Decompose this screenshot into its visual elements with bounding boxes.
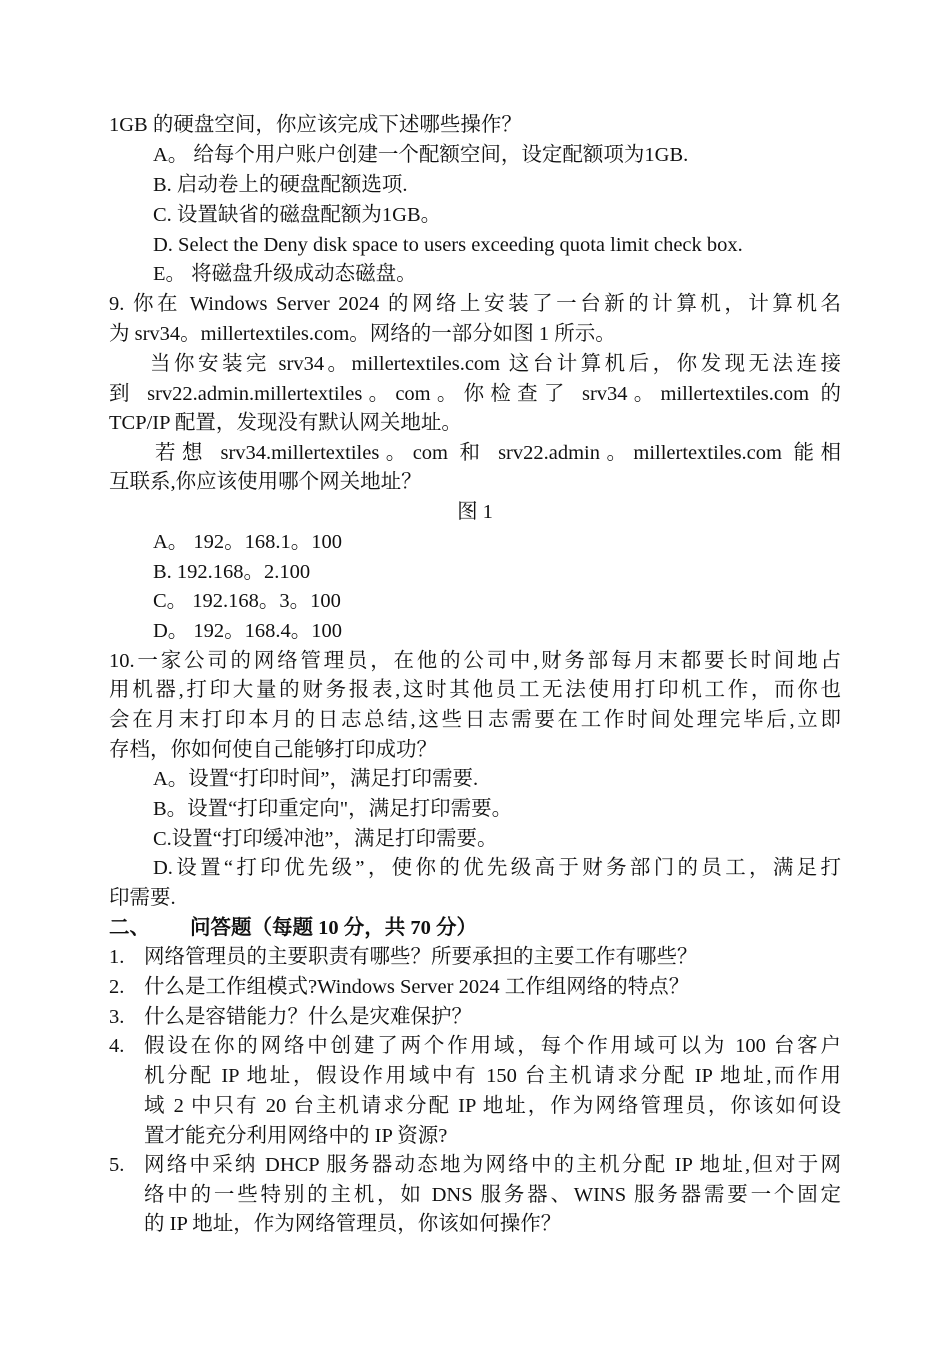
q10-stem-line-2: 用机器,打印大量的财务报表,这时其他员工无法使用打印机工作，而你也 <box>109 679 841 701</box>
figure-caption: 图 1 <box>457 501 493 523</box>
q8-option-d: D. Select the Deny disk space to users exceeding quota limit check box. <box>153 234 743 256</box>
q10-option-a: A。设置“打印时间”，满足打印需要. <box>153 768 479 790</box>
sq4-line-2: 机分配 IP 地址，假设作用域中有 150 台主机请求分配 IP 地址,而作用 <box>144 1065 841 1087</box>
q9-stem-line-1: 9. 你在 Windows Server 2024 的网络上安装了一台新的计算机，计算机名 <box>109 293 841 315</box>
sq3-number: 3. <box>109 1006 125 1028</box>
q9-option-b: B. 192.168。2.100 <box>153 561 311 583</box>
sq5-line-3: 的 IP 地址，作为网络管理员，你该如何操作？ <box>144 1213 562 1235</box>
q8-option-b: B. 启动卷上的硬盘配额选项. <box>153 174 408 196</box>
sq1-number: 1. <box>109 946 125 968</box>
sq5-number: 5. <box>109 1154 125 1176</box>
q9-option-d: D。 192。168.4。100 <box>153 620 343 642</box>
q9-stem-line-3: 当你安装完 srv34。millertextiles.com 这台计算机后，你发现无法连接 <box>150 353 841 375</box>
q10-stem-line-3: 会在月末打印本月的日志总结,这些日志需要在工作时间处理完毕后,立即 <box>109 709 841 731</box>
q9-stem-line-6: 若想 srv34.millertextiles。com 和 srv22.admin。millertextiles.com 能相 <box>155 442 841 464</box>
q10-stem-line-1: 10.一家公司的网络管理员，在他的公司中,财务部每月末都要长时间地占 <box>109 650 841 672</box>
q10-option-b: B。设置“打印重定向"，满足打印需要。 <box>153 798 513 820</box>
sq3-text: 什么是容错能力？什么是灾难保护？ <box>144 1006 472 1028</box>
q9-option-c: C。 192.168。3。100 <box>153 590 341 612</box>
q9-stem-line-7: 互联系,你应该使用哪个网关地址？ <box>109 471 422 493</box>
sq4-line-4: 置才能充分利用网络中的 IP 资源? <box>144 1125 448 1147</box>
q9-stem-line-4: 到 srv22.admin.millertextiles。com。你检查了 srv34。millertextiles.com 的 <box>109 383 841 405</box>
sq1-text: 网络管理员的主要职责有哪些？所要承担的主要工作有哪些？ <box>144 946 698 968</box>
q9-option-a: A。 192。168.1。100 <box>153 531 343 553</box>
sq2-text: 什么是工作组模式?Windows Server 2024 工作组网络的特点？ <box>144 976 690 998</box>
sq5-line-2: 络中的一些特别的主机，如 DNS 服务器、WINS 服务器需要一个固定 <box>144 1184 841 1206</box>
q9-stem-line-2: 为 srv34。millertextiles.com。网络的一部分如图 1 所示。 <box>109 323 616 345</box>
sq4-line-3: 域 2 中只有 20 台主机请求分配 IP 地址，作为网络管理员，你该如何设 <box>144 1095 841 1117</box>
q8-stem-tail: 1GB 的硬盘空间，你应该完成下述哪些操作？ <box>109 114 522 136</box>
q10-option-d-line-2: 印需要. <box>109 887 176 909</box>
q9-stem-line-5: TCP/IP 配置，发现没有默认网关地址。 <box>109 412 462 434</box>
q8-option-c: C. 设置缺省的磁盘配额为1GB。 <box>153 204 442 226</box>
sq4-line-1: 假设在你的网络中创建了两个作用域，每个作用域可以为 100 台客户 <box>144 1035 841 1057</box>
sq2-number: 2. <box>109 976 125 998</box>
section-number: 二、 <box>109 917 150 939</box>
sq4-number: 4. <box>109 1035 125 1057</box>
sq5-line-1: 网络中采纳 DHCP 服务器动态地为网络中的主机分配 IP 地址,但对于网 <box>144 1154 841 1176</box>
q8-option-a: A。 给每个用户账户创建一个配额空间，设定配额项为1GB. <box>153 144 689 166</box>
q8-option-e: E。 将磁盘升级成动态磁盘。 <box>153 263 417 285</box>
section-title: 问答题（每题 10 分，共 70 分） <box>190 917 477 939</box>
q10-option-c: C.设置“打印缓冲池”，满足打印需要。 <box>153 828 498 850</box>
q10-option-d-line-1: D.设置“打印优先级”，使你的优先级高于财务部门的员工，满足打 <box>153 857 841 879</box>
q10-stem-line-4: 存档，你如何使自己能够打印成功？ <box>109 739 437 761</box>
